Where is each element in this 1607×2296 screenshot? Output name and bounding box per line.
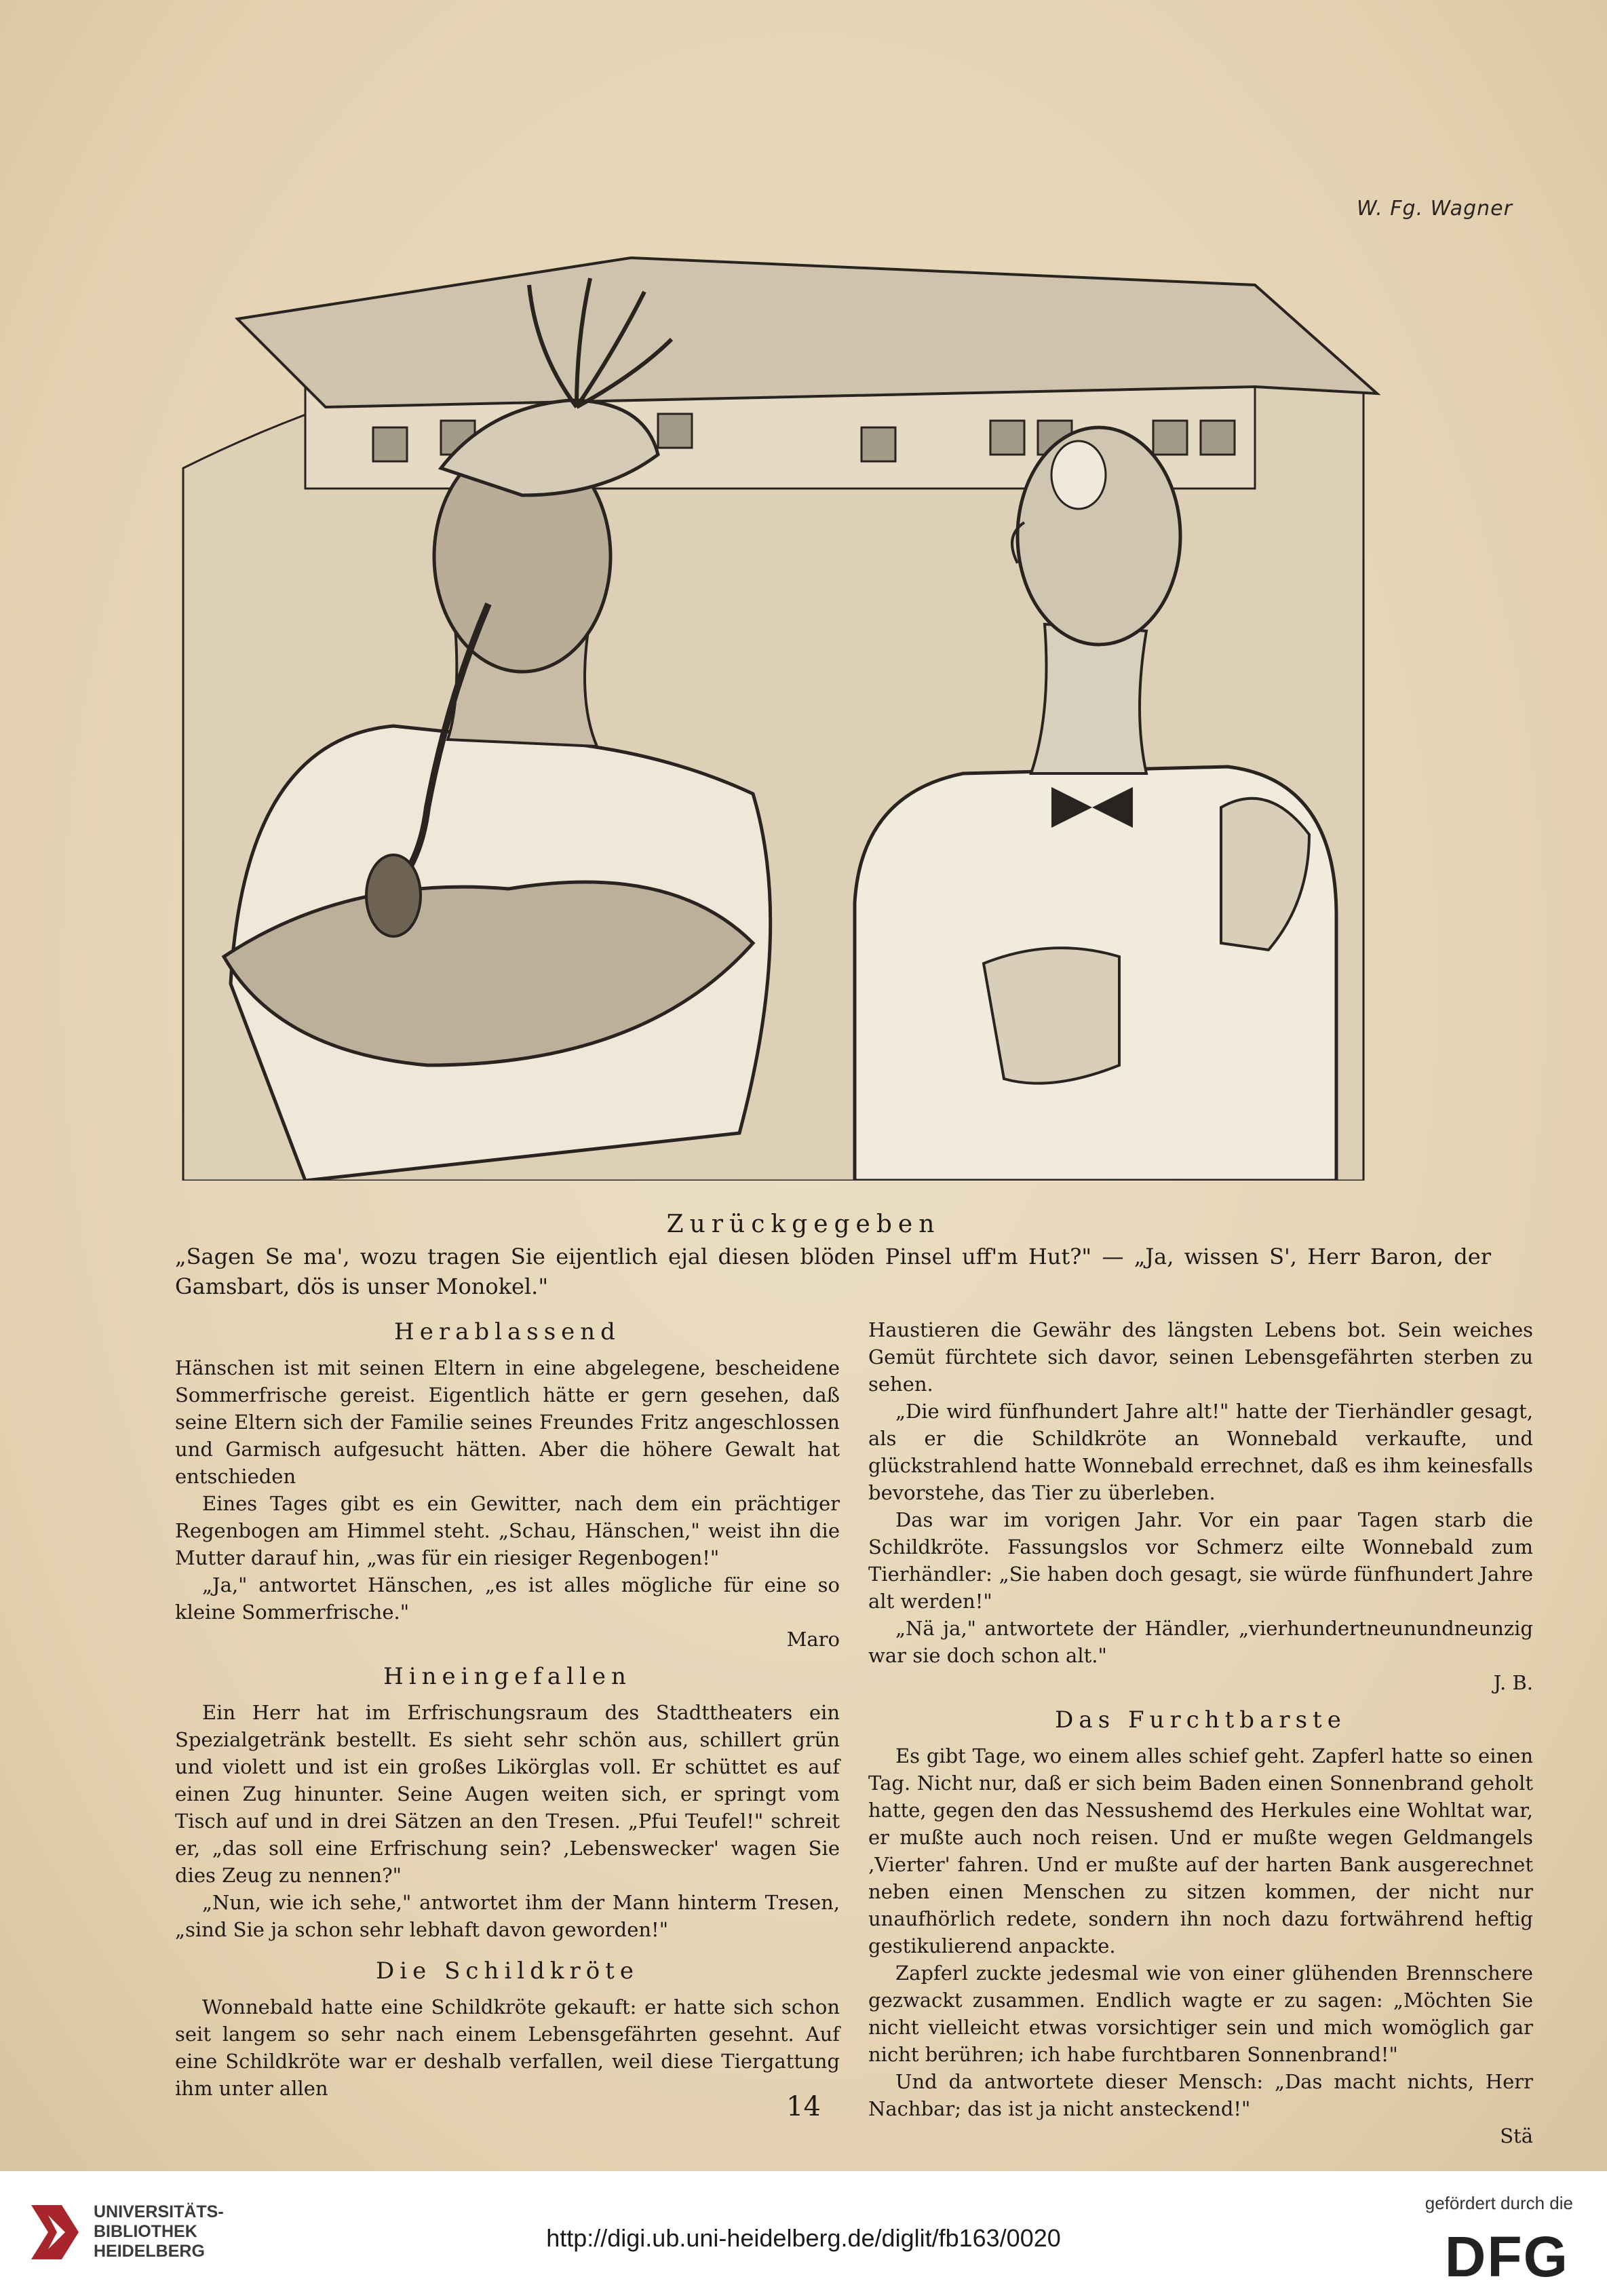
paragraph: Und da antwortete dieser Mensch: „Das macht nichts, Herr Nachbar; das ist ja nicht ansteckend!" [868,2070,1533,2120]
paragraph: Hänschen ist mit seinen Eltern in eine abgelegene, bescheidene Sommerfrische gereist. Eigentlich hätte er gern gesehen, daß seine Eltern sich der Familie seines Freundes Fritz angeschlossen und Garmisch aufgesucht hätten. Aber die höhere Gewalt hat entschieden [175,1356,840,1488]
paragraph: Es gibt Tage, wo einem alles schief geht. Zapferl hatte so einen Tag. Nicht nur, daß er sich beim Baden einen Sonnenbrand geholt hatte, gegen den das Nessushemd des Herkules eine Wohltat war, er mußte auch noch reisen. Und er mußte wegen Geldmangels ‚Vierter' fahren. Und er mußte auf der harten Bank ausgerechnet neben einen Menschen zu sitzen kommen, der nicht nur unaufhörlich redete, sondern ihn noch dazu fortwährend heftig gestikulierend anpackte. [868,1744,1533,1957]
funded-by-text: gefördert durch die [1425,2193,1573,2213]
left-column [175,1316,840,2102]
caption-text: „Sagen Se ma', wozu tragen Sie eijentlich ejal diesen blöden Pinsel uff'm Hut?" — „Ja, wissen S', Herr Baron, der Gamsbart, dös is unser Monokel." [175,1244,1491,1299]
paragraph: „Ja," antwortet Hänschen, „es ist alles mögliche für eine so kleine Sommerfrische." [175,1573,840,1624]
heading-furchtbarste: Das Furchtbarste [1055,1706,1347,1734]
right-column [868,1316,1533,2158]
heading-herablassend: Herablassend [394,1318,621,1345]
paragraph: „Nun, wie ich sehe," antwortet ihm der Mann hinterm Tresen, „sind Sie ja schon sehr lebhaft davon geworden!" [175,1891,840,1941]
heading-schildkroete: Die Schildkröte [376,1957,639,1985]
library-line-2: BIBLIOTHEK [94,2222,197,2241]
paragraph: Haustieren die Gewähr des längsten Lebens bot. Sein weiches Gemüt fürchtete sich davor, seinen Lebensgefährten sterben zu sehen. [868,1318,1533,1396]
caption-title: Zurückgegeben [666,1210,941,1238]
artist-signature: W. Fg. Wagner [1357,197,1513,221]
paragraph: Wonnebald hatte eine Schildkröte gekauft: er hatte sich schon seit langem so sehr nach einem Lebensgefährten gesehnt. Auf eine Schildkröte war er deshalb verfallen, weil diese Tiergattung ihm unter allen [175,1995,840,2100]
author-signature: J. B. [1493,1671,1533,1694]
paragraph: Zapferl zuckte jedesmal wie von einer glühenden Brennschere gezwackt zusammen. Endlich wagte er zu sagen: „Möchten Sie nicht vielleicht etwas vorsichtiger sein und mich womöglich gar nicht berühren; ich habe furchtbaren Sonnenbrand!" [868,1962,1533,2066]
footer-bar [0,2171,1607,2296]
cartoon-illustration [170,183,1513,1181]
library-line-1: UNIVERSITÄTS- [94,2202,224,2221]
paragraph: Das war im vorigen Jahr. Vor ein paar Tagen starb die Schildkröte. Fassungslos vor Schmerz eilte Wonnebald zum Tierhändler: „Sie haben doch gesagt, sie würde fünfhundert Jahre alt werden!" [868,1508,1533,1613]
heading-hineingefallen: Hineingefallen [383,1663,632,1690]
author-signature: Maro [786,1628,840,1651]
page-number: 14 [786,2091,821,2122]
paragraph: „Die wird fünfhundert Jahre alt!" hatte der Tierhändler gesagt, als er die Schildkröte an Wonnebald verkaufte, und glückstrahlend hatte Wonnebald errechnet, daß es ihm keinesfalls bevorstehe, das Tier zu überleben. [868,1400,1533,1504]
paragraph: Ein Herr hat im Erfrischungsraum des Stadttheaters ein Spezialgetränk bestellt. Es sieht sehr schön aus, schillert grün und violett und ist ein großes Likörglas voll. Er schüttet es auf einen Zug hinunter. Seine Augen weiten sich, er springt vom Tisch auf und in drei Sätzen an den Tresen. „Pfui Teufel!" schreit er, „das soll eine Erfrischung sein? ‚Lebenswecker' wagen Sie dies Zeug zu nennen?" [175,1701,840,1887]
library-line-3: HEIDELBERG [94,2242,205,2261]
paragraph: Eines Tages gibt es ein Gewitter, nach dem ein prächtiger Regenbogen am Himmel steht. „Schau, Hänschen," weist ihn die Mutter darauf hin, „was für ein riesiger Regenbogen!" [175,1492,840,1569]
author-signature: Stä [1500,2124,1533,2147]
dfg-logo: DFG [1444,2225,1569,2289]
source-url-link[interactable]: http://digi.ub.uni-heidelberg.de/diglit/fb163/0020 [546,2224,1061,2252]
paragraph: „Nä ja," antwortete der Händler, „vierhundertneunundneunzig war sie doch schon alt." [868,1617,1533,1667]
